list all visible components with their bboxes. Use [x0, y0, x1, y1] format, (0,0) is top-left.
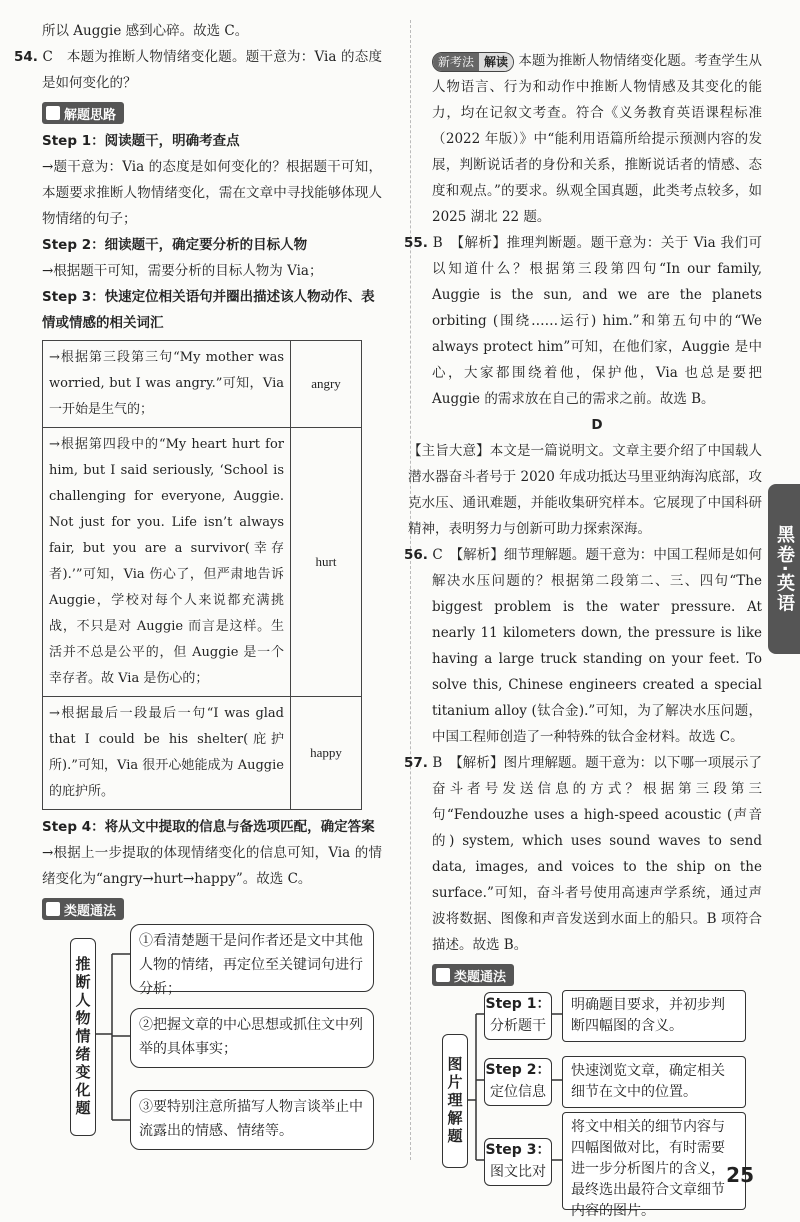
table-cell-key: hurt — [291, 428, 362, 697]
method-diagram-right — [432, 990, 762, 1219]
diagram-step — [484, 1058, 552, 1106]
step1-title: Step 1：阅读题干，明确考查点 — [42, 133, 240, 149]
question-text: C 本题为推断人物情绪变化题。题干意为：Via 的态度是如何变化的？ — [42, 49, 383, 91]
question-number: 56. — [404, 547, 428, 563]
tag-thinking — [42, 102, 124, 124]
step3-title: Step 3：快速定位相关语句并圈出描述该人物动作、表情或情感的相关词汇 — [42, 289, 375, 331]
method-diagram-left — [42, 924, 382, 1154]
step-sub: 图文比对 — [490, 1164, 546, 1180]
new-exam-badge — [432, 52, 514, 72]
note-icon — [46, 106, 60, 120]
diagram-item: ①看清楚题干是问作者还是文中其他人物的情绪，再定位至关键词句进行分析； — [130, 924, 374, 992]
page-number: 25 — [726, 1163, 754, 1187]
table-cell-text: →根据第四段中的“My heart hurt for him, but I said seriously, ‘School is challenging for everyone, Auggie. Not just for you. Life isn’t always fair, but you are a survivor(幸存者).’”可知，Via 伤心了，但严肃地告诉 Auggie，学校对每个人来说都充满挑战，不只是对 Auggie 而言是这样。生活并不总是公平的，但 Auggie 是一个幸存者。故 Via 是伤心的； — [43, 428, 291, 697]
table-cell-key: happy — [291, 697, 362, 810]
step4-title: Step 4：将从文中提取的信息与备选项匹配，确定答案 — [42, 819, 375, 835]
diagram-step — [484, 992, 552, 1040]
question-55 — [404, 230, 762, 412]
interpretation-text: 本题为推断人物情绪变化题。考查学生从人物语言、行为和动作中推断人物情感及其变化的能力，均在记叙文考查。符合《义务教育英语课程标准（2022 年版）》中“能利用语篇所给提示预测内容的发展，判断说话者的身份和关系，推断说话者的情感、态度和观点。”的要求。纵观全国真题，此类考点较多，如 2025 湖北 22 题。 — [432, 53, 763, 225]
side-tab: 黑卷·英语 — [768, 484, 800, 654]
diagram-item: ②把握文章的中心思想或抓住文中列举的具体事实； — [130, 1008, 374, 1068]
table-cell-key: angry — [291, 341, 362, 428]
section-heading: D — [591, 417, 603, 433]
question-text: B 【解析】图片理解题。题干意为：以下哪一项展示了奋斗者号发送信息的方式？根据第三段第三句“Fendouzhe uses a high-speed acoustic (声音的) system, which uses sound waves to send data, images, and voices to the ship on the surface.”可知，奋斗者号使用高速声学系统，通过声波将数据、图像和声音发送到水面上的船只。B 项符合描述。故选 B。 — [432, 755, 763, 953]
diagram-item: ③要特别注意所描写人物言谈举止中流露出的情感、情绪等。 — [130, 1090, 374, 1150]
question-56 — [404, 542, 762, 750]
step1-text: →题干意为：Via 的态度是如何变化的？根据题干可知，本题要求推断人物情绪变化，需在文章中寻找能够体现人物情绪的句子； — [42, 159, 382, 227]
left-column — [14, 0, 383, 1154]
diagram-label: 推断人物情绪变化题 — [70, 938, 96, 1136]
tag-label: 类题通法 — [64, 903, 117, 919]
step2-text: →根据题干可知，需要分析的目标人物为 Via； — [42, 263, 323, 279]
diagram-step-desc: 快速浏览文章，确定相关细节在文中的位置。 — [562, 1056, 746, 1108]
key-icon — [46, 902, 60, 916]
step-name: Step 3： — [485, 1142, 551, 1158]
table-cell-text: →根据最后一段最后一句“I was glad that I could be his shelter(庇护所).”可知，Via 很开心她能成为 Auggie 的庇护所。 — [43, 697, 291, 810]
diagram-label: 图片理解题 — [442, 1034, 468, 1168]
table-cell-text: →根据第三段第三句“My mother was worried, but I was angry.”可知，Via 一开始是生气的； — [43, 341, 291, 428]
badge-part-a: 新考法 — [433, 53, 479, 71]
diagram-step-desc: 将文中相关的细节内容与四幅图做对比，有时需要进一步分析图片的含义，最终选出最符合文章细节内容的图片。 — [562, 1112, 746, 1210]
tag-label: 解题思路 — [64, 107, 117, 123]
question-text: C 【解析】细节理解题。题干意为：中国工程师是如何解决水压问题的？根据第二段第二、三、四句“The biggest problem is the water pressure. At nearly 11 kilometers down, the pressure is like having a large truck standing on your feet. To solve this, Chinese engineers created a special titanium alloy (钛合金).”可知，为了解决水压问题，中国工程师创造了一种特殊的钛合金材料。故选 C。 — [432, 547, 762, 745]
table-row — [43, 428, 362, 697]
step-name: Step 1： — [485, 996, 551, 1012]
step2-title: Step 2：细读题干，确定要分析的目标人物 — [42, 237, 308, 253]
table-row — [43, 697, 362, 810]
question-57 — [404, 750, 763, 958]
step-name: Step 2： — [485, 1062, 551, 1078]
emotion-table — [42, 340, 362, 810]
new-exam-interpretation — [432, 48, 762, 230]
question-number: 55. — [404, 235, 428, 251]
question-text: B 【解析】推理判断题。题干意为：关于 Via 我们可以知道什么？根据第三段第四句“In our family, Auggie is the sun, and we are the planets orbiting (围绕……运行) him.”和第五句中的“We always protect him”可知，在他们家，Auggie 是中心，大家都围绕着他，保护他，Via 也总是要把 Auggie 的需求放在自己的需求之前。故选 B。 — [432, 235, 762, 407]
table-row — [43, 341, 362, 428]
diagram-step — [484, 1138, 552, 1186]
tag-label: 类题通法 — [454, 969, 507, 985]
intro-line: 所以 Auggie 感到心碎。故选 C。 — [42, 23, 249, 39]
tag-method — [42, 898, 124, 920]
step-sub: 定位信息 — [490, 1084, 546, 1100]
right-column — [404, 0, 763, 1219]
badge-part-b: 解读 — [479, 53, 513, 71]
step4-text: →根据上一步提取的体现情绪变化的信息可知，Via 的情绪变化为“angry→hurt→happy”。故选 C。 — [42, 845, 382, 887]
tag-method — [432, 964, 514, 986]
diagram-step-desc: 明确题目要求，并初步判断四幅图的含义。 — [562, 990, 746, 1042]
main-idea: 【主旨大意】本文是一篇说明文。文章主要介绍了中国载人潜水器奋斗者号于 2020 年成功抵达马里亚纳海沟底部，攻克水压、通讯难题，并能收集研究样本。它展现了中国科研精神，表明努力与创新可助力探索深海。 — [408, 443, 762, 537]
question-number: 54. — [14, 49, 38, 65]
step-sub: 分析题干 — [490, 1018, 546, 1034]
column-divider — [410, 20, 411, 1160]
question-number: 57. — [404, 755, 428, 771]
question-54 — [14, 44, 383, 96]
key-icon — [436, 968, 450, 982]
